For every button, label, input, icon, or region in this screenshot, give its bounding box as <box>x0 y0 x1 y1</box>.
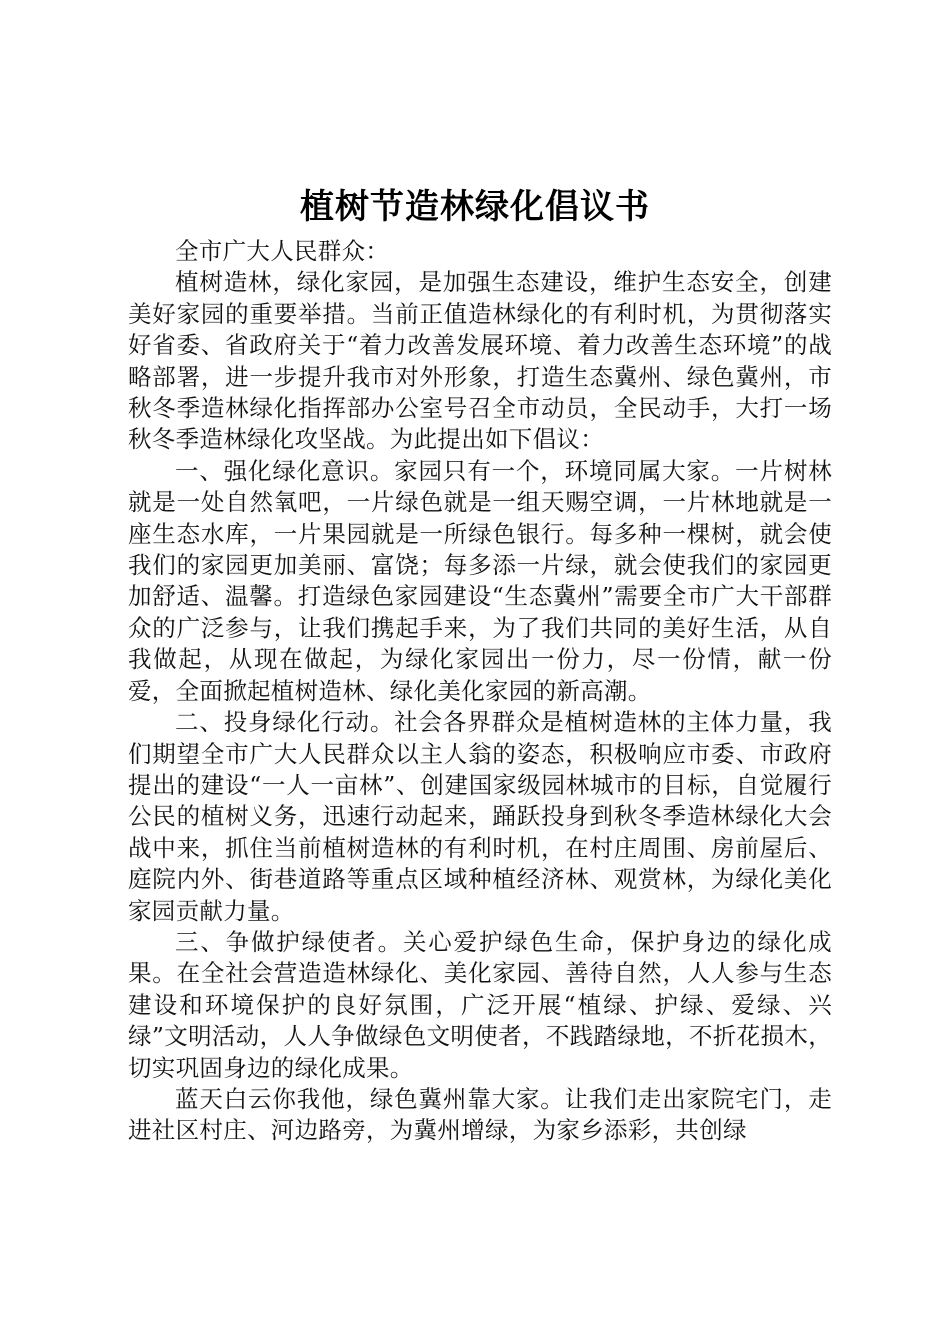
salutation: 全市广大人民群众： <box>175 237 390 265</box>
paragraph-strengthen-awareness: 一、强化绿化意识。家园只有一个，环境同属大家。一片树林就是一处自然氧吧，一片绿色就是一组天赐空调，一片林地就是一座生态水库，一片果园就是一所绿色银行。每多种一棵树，就会使我们的家园更加美丽、富饶；每多添一片绿，就会使我们的家园更加舒适、温馨。打造绿色家园建设“生态冀州”需要全市广大干部群众的广泛参与，让我们携起手来，为了我们共同的美好生活，从自我做起，从现在做起，为绿化家园出一份力，尽一份情，献一份爱，全面掀起植树造林、绿化美化家园的新高潮。 <box>128 456 832 705</box>
paragraph-take-action: 二、投身绿化行动。社会各界群众是植树造林的主体力量，我们期望全市广大人民群众以主人翁的姿态，积极响应市委、市政府提出的建设“一人一亩林”、创建国家级园林城市的目标，自觉履行公民的植树义务，迅速行动起来，踊跃投身到秋冬季造林绿化大会战中来，抓住当前植树造林的有利时机，在村庄周围、房前屋后、庭院内外、街巷道路等重点区域种植经济林、观赏林，为绿化美化家园贡献力量。 <box>128 708 832 925</box>
paragraph-protect-green: 三、争做护绿使者。关心爱护绿色生命，保护身边的绿化成果。在全社会营造造林绿化、美化家园、善待自然，人人参与生态建设和环境保护的良好氛围，广泛开展“植绿、护绿、爱绿、兴绿”文明活动，人人争做绿色文明使者，不践踏绿地，不折花损木，切实巩固身边的绿化成果。 <box>128 927 832 1082</box>
paragraph-intro: 植树造林，绿化家园，是加强生态建设，维护生态安全，创建美好家园的重要举措。当前正值造林绿化的有利时机，为贯彻落实好省委、省政府关于“着力改善发展环境、着力改善生态环境”的战略部署，进一步提升我市对外形象，打造生态冀州、绿色冀州，市秋冬季造林绿化指挥部办公室号召全市动员，全民动手，大打一场秋冬季造林绿化攻坚战。为此提出如下倡议： <box>128 268 832 454</box>
paragraph-closing: 蓝天白云你我他，绿色冀州靠大家。让我们走出家院宅门，走进社区村庄、河边路旁，为冀州增绿，为家乡添彩，共创绿 <box>128 1084 832 1145</box>
document-title: 植树节造林绿化倡议书 <box>300 187 650 227</box>
document-body <box>128 236 832 1147</box>
